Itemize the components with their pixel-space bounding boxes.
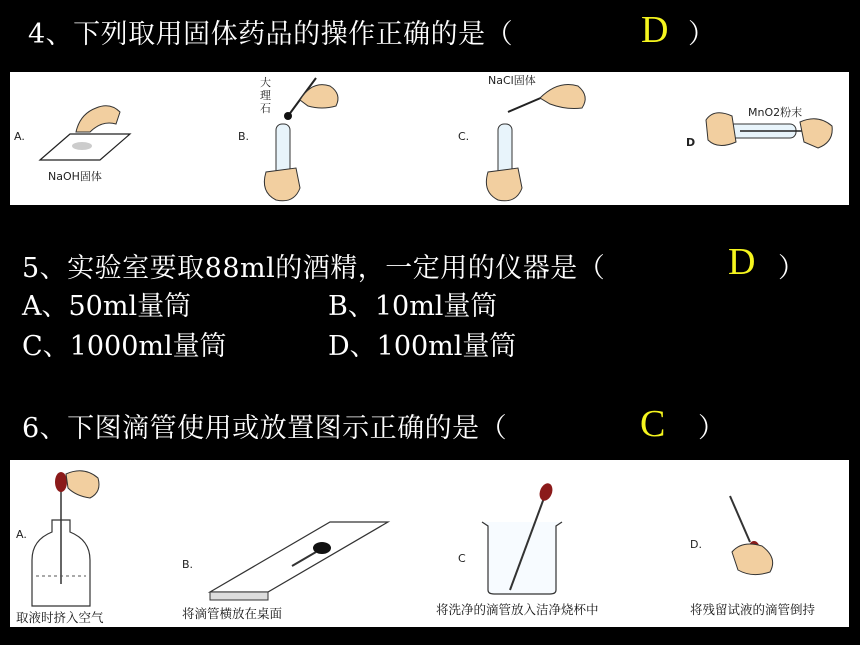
fig4-a-hand [76, 106, 120, 132]
fig6-b-table [210, 522, 388, 592]
question-4-close-paren: ） [688, 19, 716, 50]
fig6-a-hand [66, 471, 99, 498]
fig6-b-label: B. [182, 558, 194, 571]
fig6-a-bulb [55, 472, 67, 492]
fig4-d-hand-right [800, 119, 832, 148]
fig6-d-label: D. [690, 538, 702, 551]
fig6-d-dropper [730, 496, 750, 542]
question-4-figure-panel [10, 72, 849, 205]
fig6-a-caption: 取液时挤入空气 [16, 610, 104, 625]
fig4-c-caption: NaCl固体 [488, 74, 536, 87]
fig6-d-caption: 将残留试液的滴管倒持 [690, 602, 816, 617]
fig4-c-hand-bottom [486, 168, 522, 201]
fig6-c-label: C [458, 552, 466, 565]
fig4-c-hand-top [540, 85, 585, 109]
fig4-b-hand-bottom [264, 168, 300, 201]
fig4-c-label: C. [458, 130, 470, 143]
fig4-b-caption-3: 石 [260, 102, 271, 115]
question-5-text: 5、实验室要取88ml的酒精，一定用的仪器是（ [22, 253, 606, 284]
question-5-close-paren: ） [778, 253, 806, 284]
question-6-answer: C [640, 403, 666, 445]
fig6-a-label: A. [16, 528, 27, 541]
fig4-b-marble [284, 112, 292, 120]
fig6-b-table-edge [210, 592, 268, 600]
option-a: A、50ml量筒 [22, 291, 192, 322]
question-6-figure-panel [10, 460, 849, 627]
option-c: C、1000ml量筒 [22, 331, 227, 362]
question-6-close-paren: ） [698, 413, 726, 444]
fig4-a-label: A. [14, 130, 25, 143]
fig4-a-solid [72, 142, 92, 150]
option-d: D、100ml量筒 [328, 331, 517, 362]
fig4-d-hand-left [706, 113, 736, 146]
fig4-b-hand-top [300, 85, 338, 108]
fig4-d-label: D [686, 136, 696, 149]
question-4-illustrations [10, 72, 849, 205]
question-6-illustrations [10, 460, 849, 627]
fig6-c-bulb [537, 481, 554, 502]
fig4-b-caption-2: 理 [260, 89, 271, 102]
fig4-b-label: B. [238, 130, 250, 143]
question-4-answer: D [641, 9, 669, 51]
fig4-d-caption: MnO2粉末 [748, 106, 803, 119]
fig4-a-caption: NaOH固体 [48, 170, 102, 183]
question-4-stem: 4、下列取用固体药品的操作正确的是（ [28, 19, 514, 50]
question-6-text: 6、下图滴管使用或放置图示正确的是（ [22, 413, 508, 444]
fig6-d-hand [732, 544, 773, 575]
question-4-text [28, 12, 513, 51]
fig4-b-caption-1: 大 [260, 76, 271, 89]
fig6-b-bulb [313, 542, 331, 554]
option-b: B、10ml量筒 [328, 291, 498, 322]
fig6-b-caption: 将滴管横放在桌面 [182, 606, 283, 621]
question-5-answer: D [728, 241, 756, 283]
fig6-c-caption: 将洗净的滴管放入洁净烧杯中 [436, 602, 599, 617]
